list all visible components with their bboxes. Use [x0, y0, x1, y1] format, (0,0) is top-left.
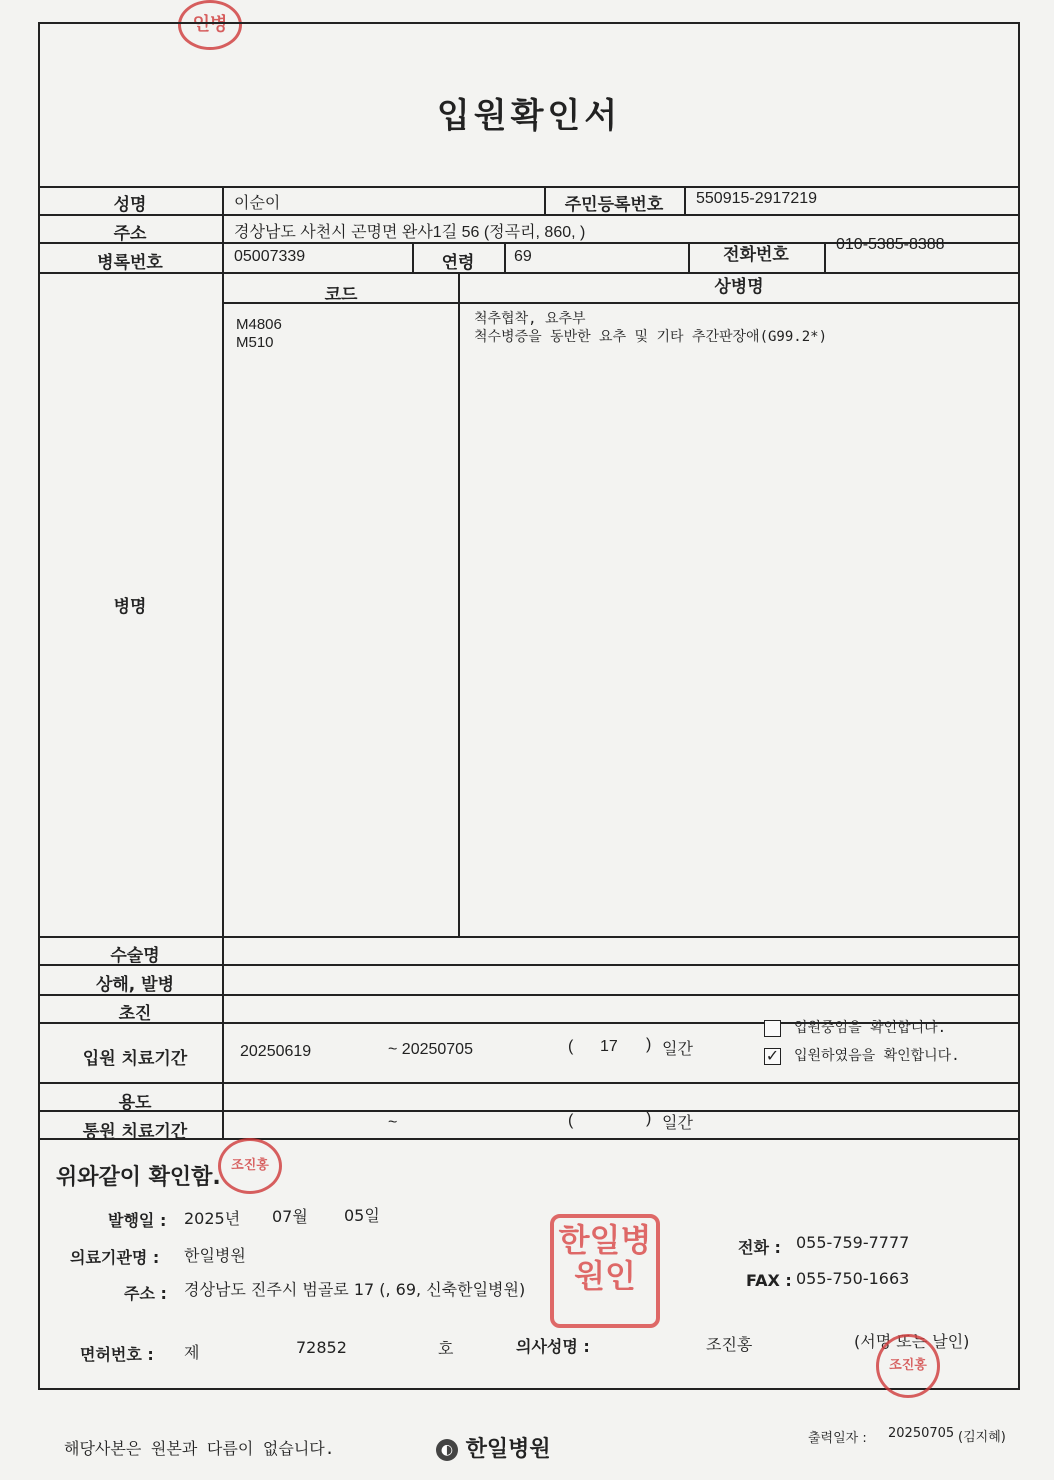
check-mark-icon: ✓ — [765, 1046, 780, 1065]
age-label: 연령 — [441, 253, 475, 273]
divider — [38, 936, 1020, 938]
divider — [38, 186, 1020, 188]
surgery-label: 수술명 — [110, 946, 160, 966]
address-label: 주소 — [113, 224, 147, 244]
hospital-logo-icon: ◐ — [436, 1439, 458, 1461]
diagnosis-code: M4806 — [236, 316, 282, 333]
confirm-seal-stamp: 조진홍 — [218, 1138, 282, 1194]
discharged-checkbox[interactable] — [764, 1048, 781, 1065]
outpatient-paren-close: ) — [646, 1110, 652, 1127]
patient-address: 경상남도 사천시 곤명면 완사1길 56 (정곡리, 860, ) — [234, 224, 586, 241]
discharged-text: 입원하였음을 확인합니다. — [794, 1048, 960, 1064]
issue-month: 07월 — [272, 1207, 308, 1226]
rrn-label: 주민등록번호 — [564, 195, 664, 215]
record-label: 병록번호 — [97, 253, 163, 273]
diagnosis-name-header: 상병명 — [714, 277, 764, 297]
patient-age: 69 — [514, 248, 532, 265]
phone-label: 전화번호 — [723, 245, 789, 265]
hospital-fax: 055-750-1663 — [796, 1269, 910, 1288]
inpatient-days-unit: 일간 — [662, 1041, 693, 1058]
diagnosis-section-label: 병명 — [113, 597, 147, 617]
inpatient-paren-open: ( — [568, 1038, 574, 1055]
in-progress-checkbox[interactable] — [764, 1020, 781, 1037]
doctor-name: 조진홍 — [706, 1335, 753, 1354]
injury-label: 상해, 발병 — [95, 975, 175, 995]
divider — [38, 1082, 1020, 1084]
record-number: 05007339 — [234, 248, 306, 265]
inpatient-period-label: 입원 치료기간 — [82, 1049, 188, 1069]
hospital-address-label: 주소 : — [124, 1284, 167, 1303]
divider — [222, 186, 224, 1138]
in-progress-text: 입원중임을 확인합니다. — [794, 1020, 947, 1036]
license-label: 면허번호 : — [80, 1345, 154, 1364]
patient-rrn: 550915-2917219 — [696, 190, 818, 207]
print-label: 출력일자 : — [808, 1431, 867, 1446]
hospital-tel: 055-759-7777 — [796, 1233, 910, 1252]
diagnosis-code: M510 — [236, 334, 274, 351]
divider — [824, 242, 826, 272]
outpatient-days-unit: 일간 — [662, 1115, 693, 1132]
patient-name: 이순이 — [234, 195, 281, 212]
hospital-address: 경상남도 진주시 범골로 17 (, 69, 신축한일병원) — [184, 1280, 526, 1299]
hospital-logo — [436, 1432, 551, 1463]
first-visit-label: 초진 — [118, 1004, 152, 1024]
outpatient-paren-open: ( — [568, 1112, 574, 1129]
code-header: 코드 — [324, 285, 358, 305]
license-prefix: 제 — [184, 1343, 200, 1362]
fax-label: FAX : — [746, 1271, 792, 1290]
document-title: 입원확인서 — [436, 96, 622, 136]
confirm-statement: 위와같이 확인함. — [56, 1165, 221, 1190]
license-suffix: 호 — [438, 1339, 454, 1358]
outpatient-tilde: ~ — [388, 1114, 398, 1131]
top-seal-stamp: 인병 — [178, 0, 242, 50]
divider — [458, 272, 460, 936]
tel-label: 전화 : — [738, 1238, 781, 1257]
purpose-label: 용도 — [118, 1093, 152, 1113]
printed-by: (김지혜) — [958, 1430, 1006, 1445]
institution-name: 한일병원 — [184, 1246, 246, 1265]
hospital-seal-stamp: 한일병원인 — [550, 1214, 660, 1328]
copy-note: 해당사본은 원본과 다름이 없습니다. — [64, 1439, 335, 1458]
hospital-logo-text: 한일병원 — [465, 1437, 551, 1462]
doctor-label: 의사성명 : — [516, 1337, 590, 1356]
diagnosis-name: 척수병증을 동반한 요추 및 기타 추간판장애(G99.2*) — [474, 329, 828, 345]
inpatient-start-date: 20250619 — [240, 1043, 312, 1060]
divider — [504, 242, 506, 272]
outpatient-period-label: 통원 치료기간 — [82, 1122, 188, 1142]
license-number: 72852 — [296, 1338, 347, 1357]
issue-day: 05일 — [344, 1206, 380, 1225]
issue-date-label: 발행일 : — [108, 1211, 167, 1230]
inpatient-paren-close: ) — [646, 1036, 652, 1053]
patient-phone: 010-5385-8388 — [836, 236, 945, 253]
inpatient-end-date: ~ 20250705 — [388, 1041, 473, 1058]
diagnosis-name: 척추협착, 요추부 — [474, 311, 586, 327]
doctor-seal-stamp: 조진홍 — [876, 1334, 940, 1398]
issue-year: 2025년 — [184, 1209, 241, 1228]
inpatient-days: 17 — [600, 1038, 618, 1055]
signature-note: (서명 또는 날인) — [854, 1332, 970, 1351]
print-date: 20250705 — [888, 1426, 955, 1441]
divider — [684, 186, 686, 214]
institution-label: 의료기관명 : — [70, 1248, 160, 1267]
name-label: 성명 — [113, 195, 147, 215]
